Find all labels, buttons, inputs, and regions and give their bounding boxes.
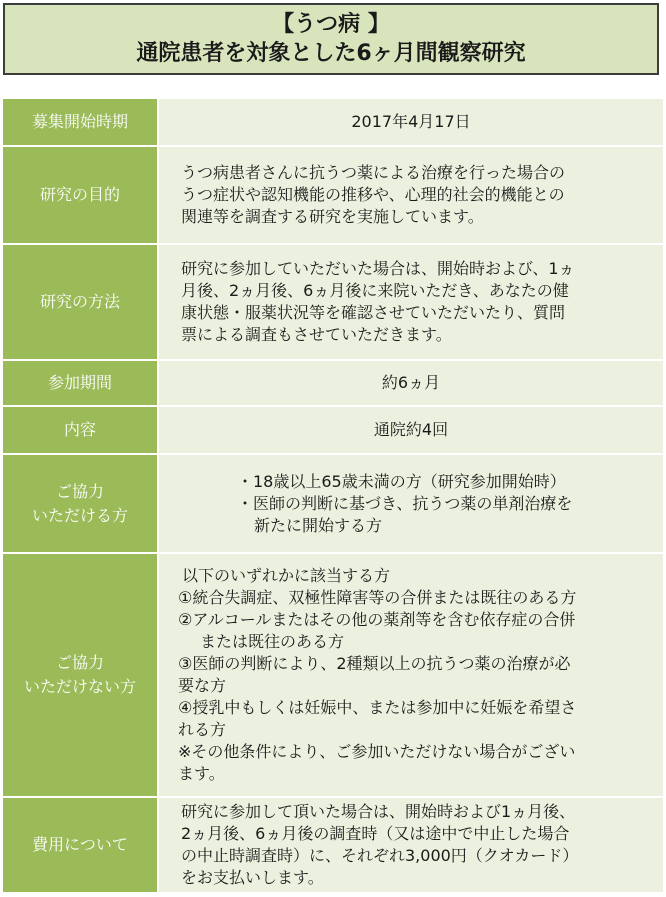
label-eligible [3,454,158,553]
row-content [3,406,663,454]
value-purpose [158,146,663,244]
row-ineligible [3,553,663,797]
ineligible-line: ②アルコールまたはその他の薬剤等を含む依存症の合併 [178,610,576,629]
label-content: 内容 [3,406,158,454]
label-method: 研究の方法 [3,244,158,360]
ineligible-line: ③医師の判断により、2種類以上の抗うつ薬の治療が必 [178,654,571,673]
cost-line: 研究に参加して頂いた場合は、開始時および1ヵ月後、 [181,802,576,821]
label-eligible-line: ご協力 [55,481,104,501]
ineligible-line: または既往のある方 [200,632,345,651]
info-table [3,99,663,894]
cost-line: の中止時調査時）に、それぞれ3,000円（クオカード） [181,846,579,865]
label-ineligible-line: いただけない方 [23,677,136,696]
purpose-line: うつ症状や認知機能の推移や、心理的社会的機能との [181,185,565,204]
row-cost [3,797,663,893]
value-recruit-start: 2017年4月17日 [158,99,663,146]
value-method [158,244,663,360]
ineligible-line: 要な方 [178,676,227,695]
value-eligible [158,454,663,553]
method-line: 研究に参加していただいた場合は、開始時および、1ヵ [181,259,575,278]
ineligible-line: ①統合失調症、双極性障害等の合併または既往のある方 [178,588,577,607]
method-line: 康状態・服薬状況等を確認させていただいたり、質問 [181,303,566,322]
value-content: 通院約4回 [158,406,663,454]
cost-line: をお支払いします。 [181,868,324,887]
label-period: 参加期間 [3,360,158,406]
title-disease: 【うつ病 】 [272,12,390,37]
label-purpose: 研究の目的 [3,146,158,244]
row-period [3,360,663,406]
value-ineligible [158,553,663,797]
cost-line: 2ヵ月後、6ヵ月後の調査時（又は途中で中止した場合 [181,824,570,843]
title-study: 通院患者を対象とした6ヶ月間観察研究 [136,41,526,66]
eligible-line: 新たに開始する方 [254,515,383,535]
ineligible-line: れる方 [178,720,227,739]
label-ineligible-line: ご協力 [55,653,104,672]
value-period: 約6ヵ月 [158,360,663,406]
label-eligible-line: いただける方 [31,505,128,525]
method-line: 票による調査もさせていただきます。 [181,325,452,344]
eligible-line: ・医師の判断に基づき、抗うつ薬の単剤治療を [237,493,573,513]
ineligible-line: 以下のいずれかに該当する方 [182,566,391,585]
label-ineligible [3,553,158,797]
title-box [3,3,659,75]
row-eligible [3,454,663,553]
ineligible-line: ④授乳中もしくは妊娠中、または参加中に妊娠を希望さ [178,698,577,717]
row-purpose [3,146,663,244]
ineligible-line: ます。 [178,764,225,783]
row-method [3,244,663,360]
ineligible-line: ※その他条件により、ご参加いただけない場合がござい [178,742,576,761]
purpose-line: 関連等を調査する研究を実施しています。 [181,207,484,226]
eligible-line: ・18歳以上65歳未満の方（研究参加開始時） [237,471,566,491]
value-cost [158,797,663,893]
row-recruit-start [3,99,663,146]
label-cost: 費用について [3,797,158,893]
method-line: 月後、2ヵ月後、6ヵ月後に来院いただき、あなたの健 [181,281,569,300]
label-recruit-start: 募集開始時期 [3,99,158,146]
purpose-line: うつ病患者さんに抗うつ薬による治療を行った場合の [181,163,566,182]
